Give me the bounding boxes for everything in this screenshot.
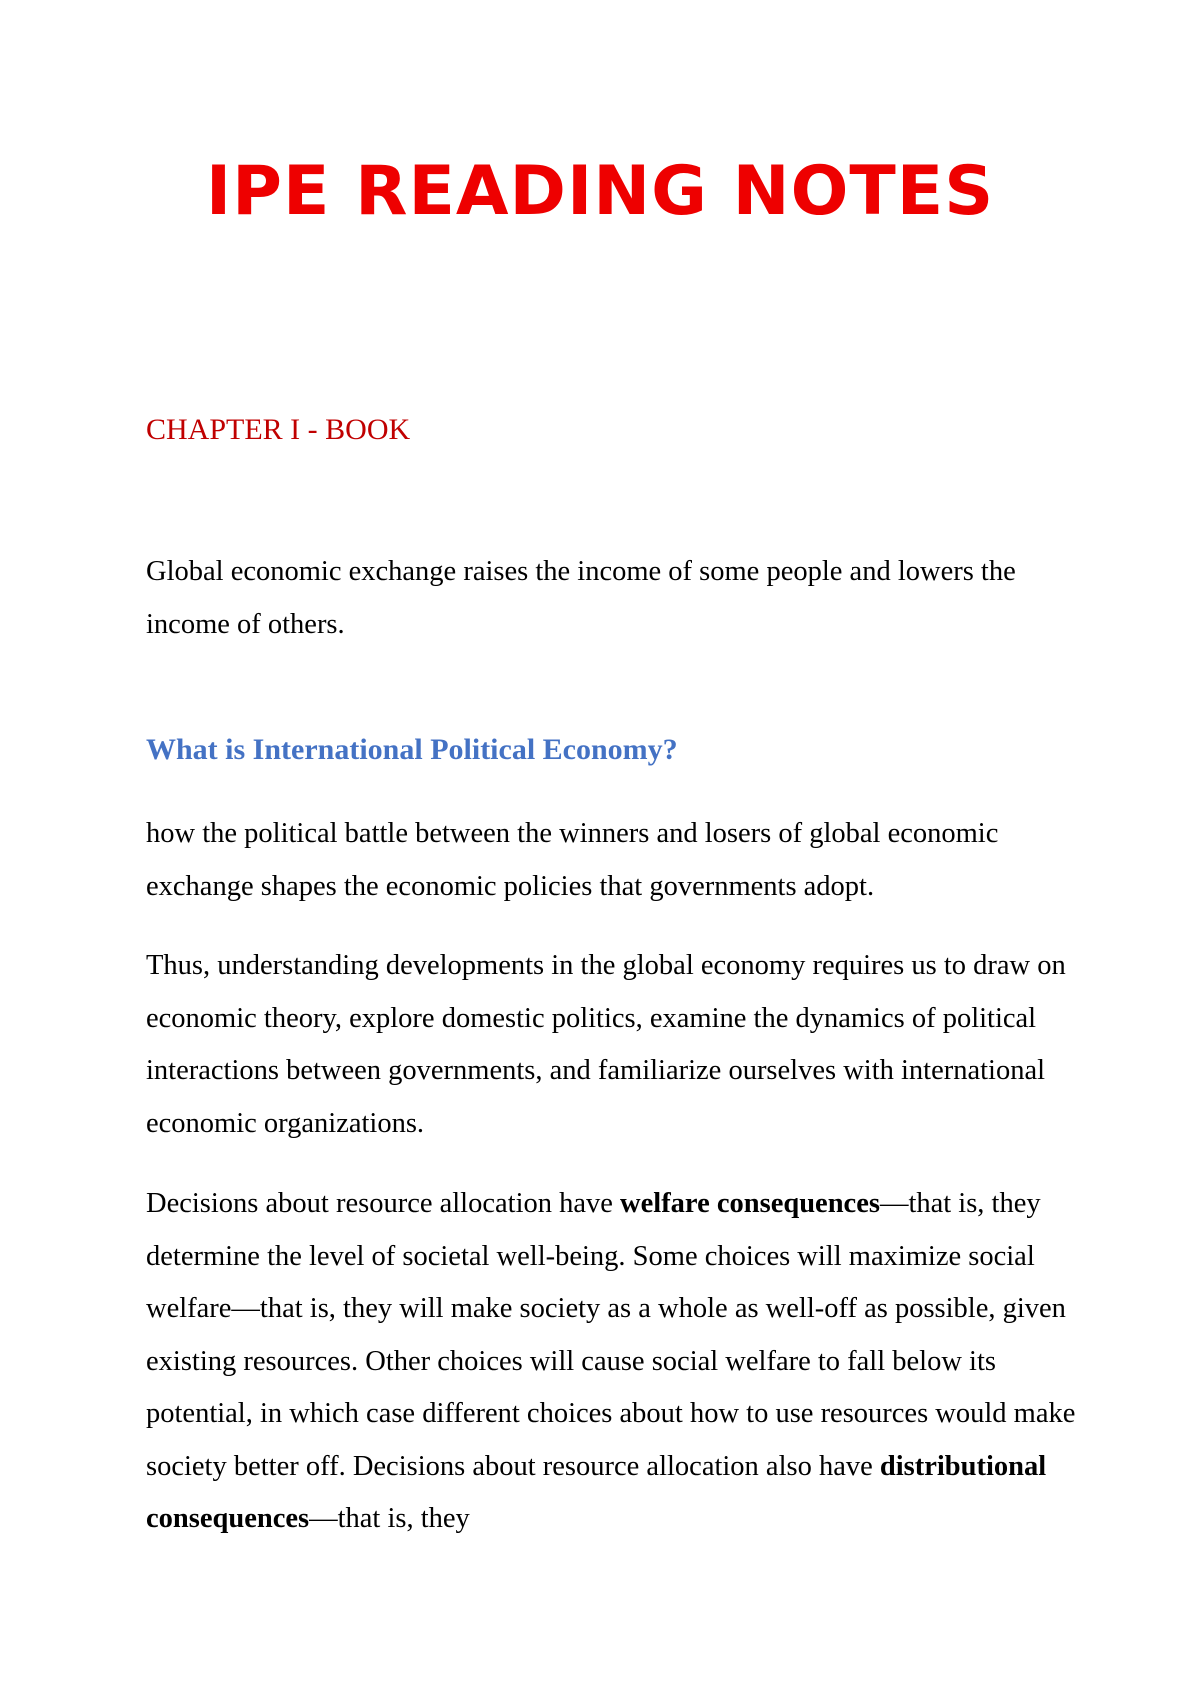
thus-paragraph: Thus, understanding developments in the global economy requires us to draw on economic theory, explore domestic politics, examine the dynamics of political interactions between governments, and familiarize ourselves with international economic organizations. (146, 950, 1066, 1139)
document-title: IPE READING NOTES (205, 152, 995, 231)
section-heading: What is International Political Economy? (146, 733, 678, 766)
definition-paragraph: how the political battle between the winners and losers of global economic exchange shapes the economic policies that governments adopt. (146, 818, 999, 902)
intro-paragraph: Global economic exchange raises the income of some people and lowers the income of others. (146, 556, 1016, 640)
chapter-heading: CHAPTER I - BOOK (146, 413, 411, 446)
decisions-paragraph (146, 1178, 1076, 1546)
decisions-text-part3: —that is, they (309, 1503, 470, 1534)
welfare-consequences-term: welfare consequences (620, 1188, 880, 1219)
distributional-consequences-term: distributional consequences (146, 1450, 1047, 1534)
decisions-text-part2: —that is, they determine the level of societal well-being. Some choices will maximize social welfare—that is, they will make society as a whole as well-off as possible, given existing resources. Other choices will cause social welfare to fall below its potential, in which case different choices about how to use resources would make society better off. Decisions about resource allocation also have (146, 1188, 1076, 1482)
decisions-text-part1: Decisions about resource allocation have (146, 1188, 621, 1219)
